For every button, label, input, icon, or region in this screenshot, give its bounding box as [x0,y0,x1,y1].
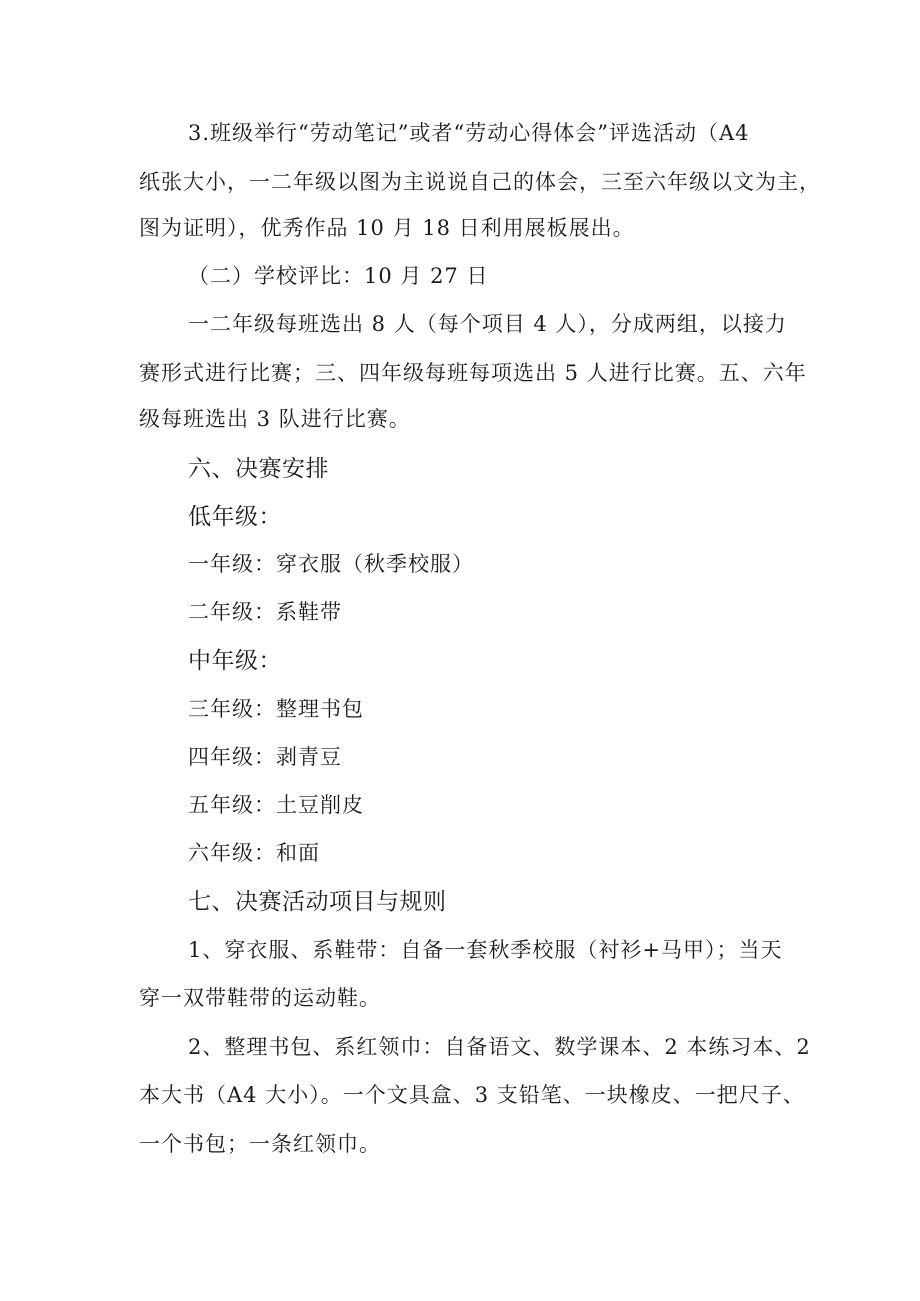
item3-line1: 3.班级举行“劳动笔记”或者“劳动心得体会”评选活动（A4 [188,121,750,145]
mid-grade-item-4: 六年级：和面 [188,841,320,865]
school-eval-line3: 级每班选出 3 队进行比赛。 [139,407,411,431]
section-6-heading: 六、决赛安排 [188,456,329,482]
item3-line3: 图为证明），优秀作品 10 月 18 日利用展板展出。 [139,216,635,240]
mid-grade-item-1: 三年级：整理书包 [188,697,364,721]
school-eval-line2: 赛形式进行比赛；三、四年级每班每项选出 5 人进行比赛。五、六年 [139,361,807,385]
low-grade-item-2: 二年级：系鞋带 [188,600,342,624]
school-eval-line1: 一二年级每班选出 8 人（每个项目 4 人），分成两组，以接力 [188,312,787,336]
rule1-line1: 1、穿衣服、系鞋带：自备一套秋季校服（衬衫+马甲）；当天 [188,938,783,962]
low-grade-item-1: 一年级：穿衣服（秋季校服） [188,552,474,576]
item3-line2: 纸张大小，一二年级以图为主说说自己的体会，三至六年级以文为主， [139,170,821,194]
rule2-line1: 2、整理书包、系红领巾：自备语文、数学课本、2 本练习本、2 [188,1035,811,1059]
mid-grade-heading: 中年级： [188,648,282,674]
rule1-line2: 穿一双带鞋带的运动鞋。 [139,986,381,1010]
mid-grade-item-3: 五年级：土豆削皮 [188,793,364,817]
section-7-heading: 七、决赛活动项目与规则 [188,889,447,915]
low-grade-heading: 低年级： [188,504,282,530]
mid-grade-item-2: 四年级：剥青豆 [188,745,342,769]
rule2-line2: 本大书（A4 大小）。一个文具盒、3 支铅笔、一块橡皮、一把尺子、 [139,1083,805,1107]
school-eval-title: （二）学校评比：10 月 27 日 [188,264,489,288]
rule2-line3: 一个书包；一条红领巾。 [139,1132,381,1156]
